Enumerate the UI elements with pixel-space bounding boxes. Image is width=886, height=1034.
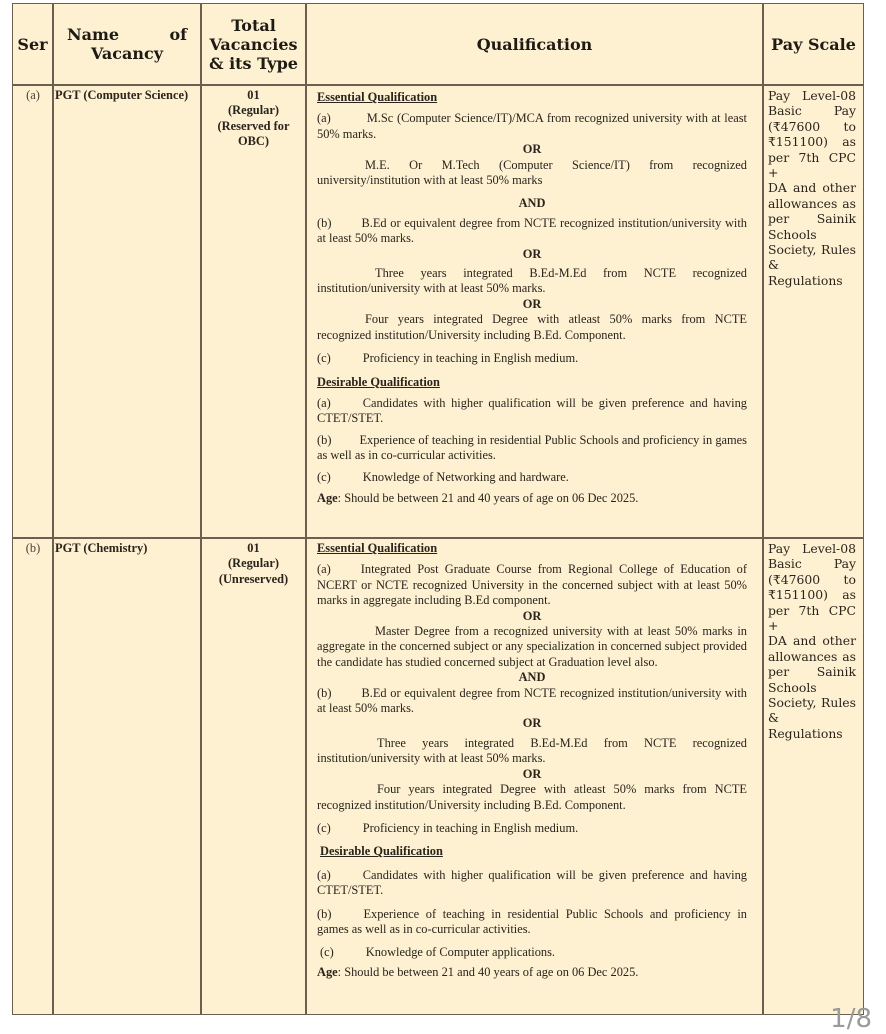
desirable-item-a: (a) Candidates with higher qualification will be given preference and having CTET/STET.: [317, 395, 747, 426]
vacancy-category-cont: OBC): [238, 134, 269, 149]
row-b-qualification: [317, 541, 747, 980]
essential-item-b: (b) B.Ed or equivalent degree from NCTE recognized institution/university with at least 50% marks.: [317, 685, 747, 716]
vacancy-type: (Regular): [228, 103, 279, 118]
or-separator: OR: [522, 142, 542, 157]
essential-item-b-alt1: Three years integrated B.Ed-M.Ed from NCTE recognized institution/university with at least 50% marks.: [317, 266, 747, 296]
header-total: Total Vacancies & its Type: [209, 15, 298, 73]
essential-item-c: (c) Proficiency in teaching in English medium.: [317, 351, 579, 366]
desirable-item-c: (c) Knowledge of Networking and hardware.: [317, 469, 569, 484]
essential-item-a-alt: M.E. Or M.Tech (Computer Science/IT) from recognized university/institution with at least 50% marks: [317, 157, 747, 188]
desirable-qualification-title: Desirable Qualification: [320, 844, 443, 859]
header-name: Name of Vacancy: [67, 25, 187, 63]
row-b-vacancies: [202, 541, 305, 587]
essential-item-a: (a) Integrated Post Graduate Course from Regional College of Education of NCERT or NCTE recognized University in the concerned subject with at least 50% marks in aggregate including B.Ed component.: [317, 562, 747, 608]
desirable-item-c: (c) Knowledge of Computer applications.: [320, 945, 556, 960]
and-separator: AND: [518, 196, 546, 211]
column-divider: [52, 4, 54, 1014]
essential-item-b-alt1: Three years integrated B.Ed-M.Ed from NCTE recognized institution/university with at least 50% marks.: [317, 735, 747, 766]
row-b-pay-scale: Pay Level-08 Basic Pay (₹47600 to ₹151100) as per 7th CPC + DA and other allowances as per Sainik Schools Society, Rules & Regulations: [768, 541, 856, 741]
vacancy-type: (Regular): [228, 556, 279, 571]
essential-item-c: (c) Proficiency in teaching in English medium.: [317, 820, 579, 835]
column-divider: [762, 4, 764, 1014]
vacancy-count: 01: [247, 88, 260, 102]
essential-qualification-title: Essential Qualification: [317, 90, 438, 104]
page-indicator: 1/8: [830, 1004, 872, 1034]
row-b-name: PGT (Chemistry): [55, 541, 148, 555]
or-separator: OR: [522, 766, 542, 781]
essential-item-b-alt2: Four years integrated Degree with atleast 50% marks from NCTE recognized institution/University including B.Ed. Component.: [317, 782, 747, 812]
header-pay-scale: Pay Scale: [771, 34, 856, 54]
column-divider: [200, 4, 202, 1014]
or-separator: OR: [522, 246, 542, 261]
desirable-item-a: (a) Candidates with higher qualification will be given preference and having CTET/STET.: [317, 867, 747, 898]
essential-qualification-title: Essential Qualification: [317, 541, 438, 555]
vacancy-category: (Unreserved): [218, 571, 289, 586]
header-qualification: Qualification: [476, 34, 593, 54]
age-requirement: Age: Should be between 21 and 40 years of age on 06 Dec 2025.: [317, 490, 639, 505]
row-a-qualification: [317, 90, 747, 506]
row-a-pay-scale: Pay Level-08 Basic Pay (₹47600 to ₹151100) as per 7th CPC + DA and other allowances as per Sainik Schools Society, Rules & Regulations: [768, 88, 856, 288]
age-requirement: Age: Should be between 21 and 40 years of age on 06 Dec 2025.: [317, 964, 639, 979]
and-separator: AND: [518, 670, 546, 685]
row-a-name: PGT (Computer Science): [55, 88, 189, 102]
essential-item-a-alt: Master Degree from a recognized university with at least 50% marks in aggregate in the concerned subject or any specialization in concerned subject provided the candidate has studied concerned subject at Graduation level also.: [317, 624, 747, 669]
essential-item-b: (b) B.Ed or equivalent degree from NCTE recognized institution/university with at least 50% marks.: [317, 215, 747, 246]
vacancy-table: [12, 3, 864, 1015]
essential-item-b-alt2: Four years integrated Degree with atleast 50% marks from NCTE recognized institution/University including B.Ed. Component.: [317, 312, 747, 342]
or-separator: OR: [522, 608, 542, 623]
essential-item-a: (a) M.Sc (Computer Science/IT)/MCA from recognized university with at least 50% marks.: [317, 111, 747, 141]
desirable-qualification-title: Desirable Qualification: [317, 374, 440, 389]
or-separator: OR: [522, 296, 542, 311]
row-b-ser: (b): [25, 541, 41, 555]
desirable-item-b: (b) Experience of teaching in residential Public Schools and proficiency in games as well as in co-curricular activities.: [317, 906, 747, 936]
row-a-ser: (a): [26, 88, 40, 102]
header-ser: Ser: [17, 34, 48, 54]
row-a-vacancies: [202, 88, 305, 150]
row-divider: [13, 84, 863, 86]
column-divider: [305, 4, 307, 1014]
desirable-item-b: (b) Experience of teaching in residential Public Schools and proficiency in games as well as in co-curricular activities.: [317, 432, 747, 463]
row-divider: [13, 537, 863, 539]
vacancy-category: (Reserved for: [217, 118, 290, 133]
vacancy-count: 01: [247, 541, 260, 555]
or-separator: OR: [522, 716, 542, 731]
